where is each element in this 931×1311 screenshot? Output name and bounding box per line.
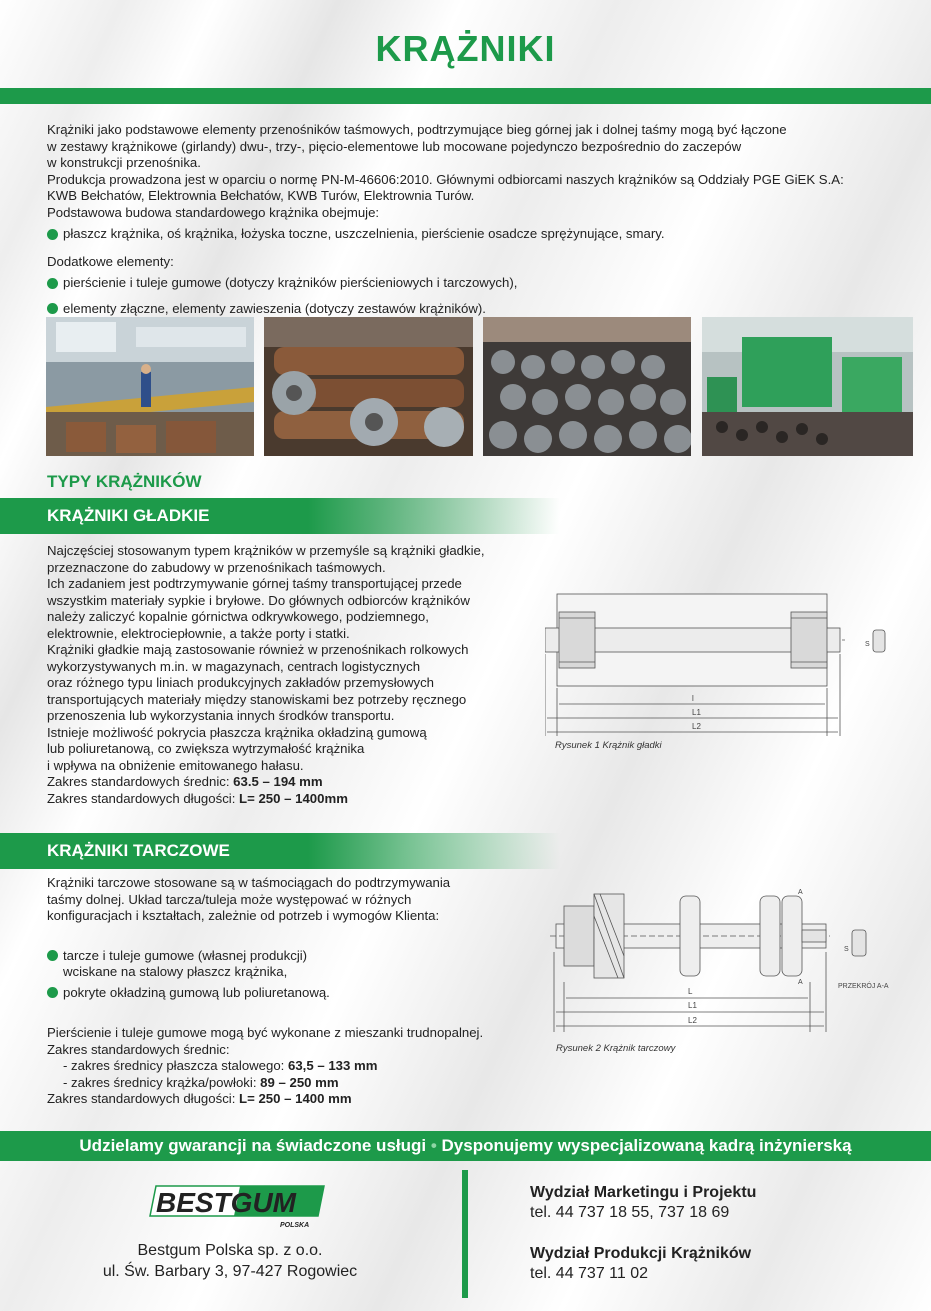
intro-line: KWB Bełchatów, Elektrownia Bełchatów, KWB Turów, Elektrownia Turów.: [47, 188, 475, 203]
intro-line: Podstawowa budowa standardowego krążnika obejmuje:: [47, 204, 380, 220]
smooth-line: Krążniki gładkie mają zastosowanie również w przenośnikach rolkowych: [47, 642, 469, 657]
company-block: [60, 1240, 400, 1282]
smooth-diameter-range: [47, 774, 527, 791]
smooth-line: Istnieje możliwość pokrycia płaszcza krążnika okładziną gumową: [47, 724, 427, 740]
basic-bullet: [47, 226, 897, 243]
dim-l-label: l: [692, 694, 694, 703]
additional-label: Dodatkowe elementy:: [47, 253, 174, 269]
company-address: ul. Św. Barbary 3, 97-427 Rogowiec: [102, 1263, 358, 1280]
dept-production: Wydział Produkcji Krążników: [530, 1245, 752, 1262]
dim-s-label: S: [844, 946, 849, 953]
bullet-text: płaszcz krążnika, oś krążnika, łożyska toczne, uszczelnienia, pierścienie osadcze sprężynujące, smary.: [63, 226, 665, 241]
disc-heading: KRĄŻNIKI TARCZOWE: [47, 841, 230, 860]
range-value: 63,5 – 133 mm: [288, 1058, 378, 1073]
bullet-continuation: wciskane na stalowy płaszcz krążnika,: [63, 964, 288, 979]
footer-divider: [462, 1170, 468, 1298]
dept-marketing: Wydział Marketingu i Projektu: [530, 1184, 757, 1201]
section-a-bottom-label: A: [798, 979, 803, 986]
disc-length-range: [47, 1091, 527, 1108]
disc-diameter-label: Zakres standardowych średnic:: [47, 1041, 230, 1057]
smooth-line: i wpływa na obniżenie emitowanego hałasu.: [47, 757, 304, 773]
dim-s-label: S: [865, 641, 870, 648]
smooth-line: przeznaczone do zabudowy w przenośnikach taśmowych.: [47, 559, 386, 575]
smooth-heading-band: [0, 498, 560, 534]
smooth-line: elektrownie, elektrociepłownie, a także porty i statki.: [47, 625, 350, 641]
smooth-line: wszystkim materiały sypkie i bryłowe. Do głównych odbiorców krążników: [47, 592, 470, 608]
smooth-line: transportujących materiały między stanowiskami bez potrzeby ręcznego: [47, 691, 467, 707]
banner-right-text: Dysponujemy wyspecjalizowaną kadrą inżynierską: [441, 1136, 852, 1155]
types-title: TYPY KRĄŻNIKÓW: [47, 472, 202, 491]
banner-separator: •: [426, 1136, 442, 1155]
smooth-caption: Rysunek 1 Krążnik gładki: [555, 740, 662, 751]
section-label: PRZEKRÓJ A-A: [838, 983, 889, 990]
dim-l1-label: L1: [688, 1001, 697, 1010]
range-label: Zakres standardowych średnic:: [47, 774, 234, 789]
roller-stack-photo: [483, 317, 691, 456]
bullet-text: pierścienie i tuleje gumowe (dotyczy krążników pierścieniowych i tarczowych),: [63, 275, 518, 290]
disc-diameter-range: [47, 1075, 527, 1092]
smooth-line: Ich zadaniem jest podtrzymywanie górnej taśmy transportującej przede: [47, 576, 462, 591]
smooth-heading: KRĄŻNIKI GŁADKIE: [47, 506, 210, 525]
range-label: - zakres średnicy płaszcza stalowego:: [63, 1058, 289, 1073]
bullet-text: elementy złączne, elementy zawieszenia (dotyczy zestawów krążników).: [63, 300, 486, 316]
disc-description: [47, 875, 527, 1108]
disc-line: taśmy dolnej. Układ tarcza/tuleja może występować w różnych: [47, 891, 412, 907]
page-title: KRĄŻNIKI: [375, 28, 556, 69]
disc-bullet: [47, 985, 527, 1002]
bestgum-logo: [148, 1182, 328, 1232]
company-name: Bestgum Polska sp. z o.o.: [137, 1242, 323, 1259]
factory-hall-photo: [46, 317, 254, 456]
dim-l2-label: L2: [692, 722, 701, 731]
smooth-length-range: [47, 791, 527, 808]
production-contact: [530, 1244, 751, 1284]
smooth-line: wykorzystywanych m.in. w magazynach, centrach logistycznych: [47, 658, 421, 674]
tel-production: tel. 44 737 11 02: [530, 1265, 649, 1282]
marketing-contact: [530, 1183, 756, 1223]
range-value: 63.5 – 194 mm: [233, 774, 323, 789]
range-label: Zakres standardowych długości:: [47, 790, 240, 806]
range-value: L= 250 – 1400mm: [239, 790, 348, 806]
intro-line: Produkcja prowadzona jest w oparciu o normę PN-M-46606:2010. Głównymi odbiorcami naszych krążników są Oddziały PGE GiEK S.A:: [47, 171, 844, 187]
range-value: 89 – 250 mm: [260, 1074, 339, 1090]
bullet-dot-icon: [47, 229, 58, 240]
smooth-line: oraz różnego typu liniach produkcyjnych zakładów przemysłowych: [47, 675, 435, 690]
smooth-roller-drawing: [545, 588, 895, 738]
steel-diameter-range: [47, 1058, 527, 1075]
section-a-top-label: A: [798, 889, 803, 896]
disc-roller-drawing: [550, 886, 895, 1036]
dim-l2-label: L2: [688, 1016, 697, 1025]
bullet-text: pokryte okładziną gumową lub poliuretanową.: [63, 984, 330, 1000]
intro-line: Krążniki jako podstawowe elementy przenośników taśmowych, podtrzymujące bieg górnej jak i dolnej taśmy mogą być łączone: [47, 122, 787, 137]
disc-heading-band: [0, 833, 560, 869]
bullet-dot-icon: [47, 278, 58, 289]
range-label: Zakres standardowych długości:: [47, 1091, 240, 1106]
bullet-dot-icon: [47, 303, 58, 314]
range-label: - zakres średnicy krążka/powłoki:: [63, 1074, 261, 1090]
tel-marketing: tel. 44 737 18 55, 737 18 69: [530, 1204, 730, 1221]
guarantee-banner: [0, 1131, 931, 1161]
dim-l-label: L: [688, 987, 693, 996]
disc-bullet: [47, 948, 527, 965]
additional-bullet: [47, 275, 897, 292]
disc-caption: Rysunek 2 Krążnik tarczowy: [556, 1043, 676, 1054]
rollers-closeup-photo: [264, 317, 473, 456]
range-value: L= 250 – 1400 mm: [239, 1091, 352, 1106]
smooth-line: należy zaliczyć kopalnie górnictwa odkrywkowego, podziemnego,: [47, 609, 429, 624]
smooth-line: przenoszenia lub wykorzystania innych środków transportu.: [47, 708, 395, 723]
bullet-dot-icon: [47, 987, 58, 998]
rings-line: Pierścienie i tuleje gumowe mogą być wykonane z mieszanki trudnopalnej.: [47, 1025, 484, 1040]
dim-l1-label: L1: [692, 708, 701, 717]
intro-section: [47, 122, 897, 317]
bullet-text: tarcze i tuleje gumowe (własnej produkcji): [63, 947, 308, 963]
logo-text: BESTGUM: [156, 1187, 296, 1218]
bullet-dot-icon: [47, 950, 58, 961]
smooth-line: lub poliuretanową, co zwiększa wytrzymałość krążnika: [47, 741, 365, 756]
machine-line-photo: [702, 317, 913, 456]
intro-line: w konstrukcji przenośnika.: [47, 155, 201, 170]
banner-left-text: Udzielamy gwarancji na świadczone usługi: [79, 1136, 427, 1155]
logo-sub-text: POLSKA: [280, 1222, 310, 1229]
smooth-description: [47, 543, 527, 807]
smooth-line: Najczęściej stosowanym typem krążników w przemyśle są krążniki gładkie,: [47, 543, 485, 558]
disc-line: Krążniki tarczowe stosowane są w taśmociągach do podtrzymywania: [47, 875, 451, 890]
header-green-bar: [0, 88, 931, 104]
intro-line: w zestawy krążnikowe (girlandy) dwu-, trzy-, pięcio-elementowe lub mocowane pojedynczo bezpośrednio do zaczepów: [47, 138, 742, 154]
additional-bullet: [47, 301, 897, 318]
disc-line: konfiguracjach i kształtach, zależnie od potrzeb i wymogów Klienta:: [47, 908, 440, 923]
